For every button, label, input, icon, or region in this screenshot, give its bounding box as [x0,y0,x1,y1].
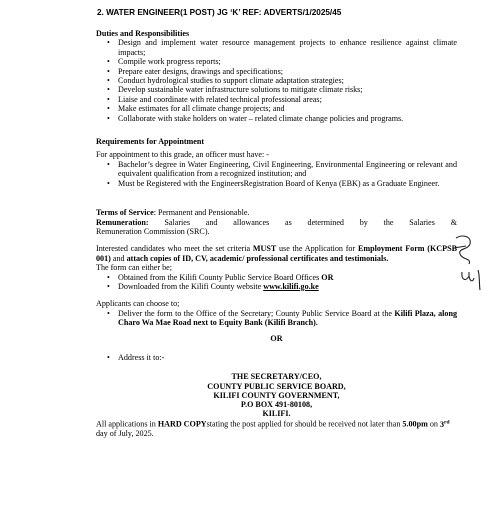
instructions-text: and [110,253,127,263]
hard-copy-emphasis: HARD COPY [157,420,207,430]
closing-text: on [427,420,440,430]
instructions-text: use the Application for [276,244,358,254]
remuneration-word: by [359,217,368,227]
closing-statement [96,418,457,439]
duties-heading: Duties and Responsibilities [96,29,190,38]
deadline-day [440,420,450,429]
remuneration-word: & [450,217,457,227]
address-line: KILIFI. [262,409,291,419]
remuneration-word: allowances [233,217,270,227]
deadline-day-number: 3 [439,420,445,430]
duty-item: • Prepare eater designs, drawings and specifications; [106,67,457,76]
closing-text: All applications in [96,420,158,430]
closing-text: day of July, 2025. [96,429,154,439]
terms-value: : Permanent and Pensionable. [153,208,250,218]
requirement-item: • Must be Registered with the EngineersRegistration Board of Kenya (EBK) as a Graduate Engineer. [106,179,457,188]
duty-item: • Liaise and coordinate with related technical professional areas; [106,95,457,104]
duty-item: • Develop sustainable water infrastructure solutions to mitigate climate risks; [106,85,457,94]
form-options-list [96,273,457,292]
remuneration-line [96,218,457,227]
office-location: Kilifi Plaza, along Charo Wa Mae Road next to Equity Bank (Kilifi Branch). [118,308,457,328]
or-divider: OR [270,333,283,343]
address-line: KILIFI COUNTY GOVERNMENT, [213,390,340,400]
duty-item: • Design and implement water resource management projects to enhance resilience against climate impacts; [106,38,457,57]
duty-item: • Compile work progress reports; [106,57,457,66]
remuneration-word: Salaries [409,217,435,227]
remuneration-word: determined [307,217,344,227]
address-line: P.O BOX 491-80108, [240,399,313,409]
website-link[interactable]: www.kilifi.go.ke [263,281,319,291]
remuneration-line-2: Remuneration Commission (SRC). [96,226,210,236]
form-intro: The form can either be; [96,263,172,273]
ordinal-suffix: rd [444,419,450,426]
remuneration-label: Remuneration: [96,217,149,227]
choose-intro: Applicants can choose to; [96,299,180,309]
form-option-item [106,282,457,291]
instructions-text: Interested candidates who meet the set criteria [96,244,253,254]
address-option-item: • Address it to:- [106,353,457,362]
document-body [96,29,457,439]
submission-option-item [106,309,457,328]
requirements-intro: For appointment to this grade, an officer must have: - [96,150,269,160]
address-line: THE SECRETARY/CEO, [231,372,322,382]
duty-item: • Collaborate with stake holders on water – related climate change policies and programs. [106,114,457,123]
deliver-text: Deliver the form to the Office of the Secretary; County Public Service Board at the [118,308,395,318]
terms-label: Terms of Service [96,208,154,218]
remuneration-word: as [285,217,292,227]
remuneration-word: and [205,217,218,227]
requirements-list [96,160,457,188]
application-instructions [96,244,457,263]
submission-options-list [96,309,457,328]
remuneration-word: Salaries [164,217,191,227]
requirements-heading: Requirements for Appointment [96,137,205,147]
requirement-item: • Bachelor’s degree in Water Engineering, Civil Engineering, Environmental Engineering or relevant and equivalent qualification from a recognized institution; and [106,160,457,179]
form-name: Employment Form (KCPSB 001) [96,244,457,263]
duty-item: • Make estimates for all climate change projects; and [106,104,457,113]
closing-text: stating the post applied for should be received not later than [206,420,403,430]
handwritten-mark [442,232,482,292]
remuneration-word: the [383,217,394,227]
download-text: Downloaded from the Kilifi County website [118,281,264,291]
deadline-time: 5.00pm [402,420,428,430]
attachments-requirement: attach copies of ID, CV, academic/ professional certificates and testimonials. [126,253,389,263]
obtain-text: Obtained from the Kilifi County Public Service Board Offices [118,272,322,282]
must-emphasis: MUST [252,244,277,254]
terms-of-service [96,208,457,217]
or-label: OR [321,272,334,282]
page-title: 2. WATER ENGINEER(1 POST) JG ‘K’ REF: ADVERTS/1/2025/45 [97,8,342,17]
duty-item: • Conduct hydrological studies to support climate adaptation strategies; [106,76,457,85]
address-line: COUNTY PUBLIC SERVICE BOARD, [207,381,346,391]
postal-address [96,372,457,418]
address-option-list [96,353,457,362]
duties-list [96,38,457,123]
form-option-item [106,273,457,282]
